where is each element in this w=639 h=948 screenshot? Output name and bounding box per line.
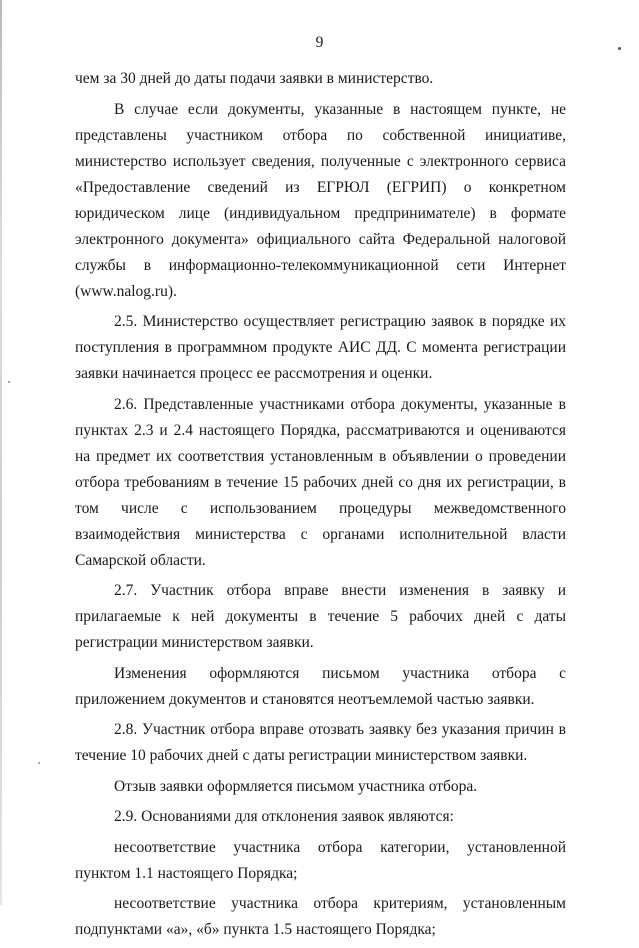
page-number: 9 (315, 34, 324, 51)
paragraph: Изменения оформляются письмом участника отбора с приложением документов и становятся неотъемлемой частью заявки. (75, 664, 566, 708)
paragraph: В случае если документы, указанные в настоящем пункте, не представлены участником отбора по собственной инициативе, министерство использует сведения, полученные с электронного сервиса «Предоставление сведений из ЕГРЮЛ (ЕГРИП) о конкретном юридическом лице (индивидуальном предпринимателе) в формате электронного документа» официального сайта Федеральной налоговой службы в информационно-телекоммуникационной сети Интернет (www.nalog.ru). (75, 100, 566, 300)
paragraph: 2.8. Участник отбора вправе отозвать заявку без указания причин в течение 10 рабочих дней с даты регистрации министерством заявки. (75, 721, 566, 764)
scan-speck (8, 381, 10, 383)
paragraph: чем за 30 дней до даты подачи заявки в министерство. (75, 70, 434, 87)
paragraph: 2.6. Представленные участниками отбора документы, указанные в пунктах 2.3 и 2.4 настоящего Порядка, рассматриваются и оцениваются на предмет их соответствия установленным в объявлении о проведении отбора требованиям в течение 15 рабочих дней со дня их регистрации, в том числе с использованием процедуры межведомственного взаимодействия министерства с органами исполнительной власти Самарской области. (75, 395, 566, 569)
paragraph: 2.7. Участник отбора вправе внести изменения в заявку и прилагаемые к ней документы в течение 5 рабочих дней с даты регистрации министерством заявки. (75, 582, 566, 651)
paragraph: несоответствие участника отбора категории, установленной пунктом 1.1 настоящего Порядка; (75, 838, 566, 882)
scan-speck (38, 762, 40, 764)
document-body (75, 66, 566, 948)
paragraph: Отзыв заявки оформляется письмом участника отбора. (114, 777, 478, 795)
paragraph: 2.5. Министерство осуществляет регистрацию заявок в порядке их поступления в программном продукте АИС ДД. С момента регистрации заявки начинается процесс ее рассмотрения и оценки. (75, 313, 566, 382)
paragraph: 2.9. Основаниями для отклонения заявок являются: (114, 808, 454, 825)
scan-edge (0, 0, 2, 905)
paragraph: несоответствие участника отбора критериям, установленным подпунктами «а», «б» пункта 1.5 настоящего Порядка; (75, 895, 566, 938)
